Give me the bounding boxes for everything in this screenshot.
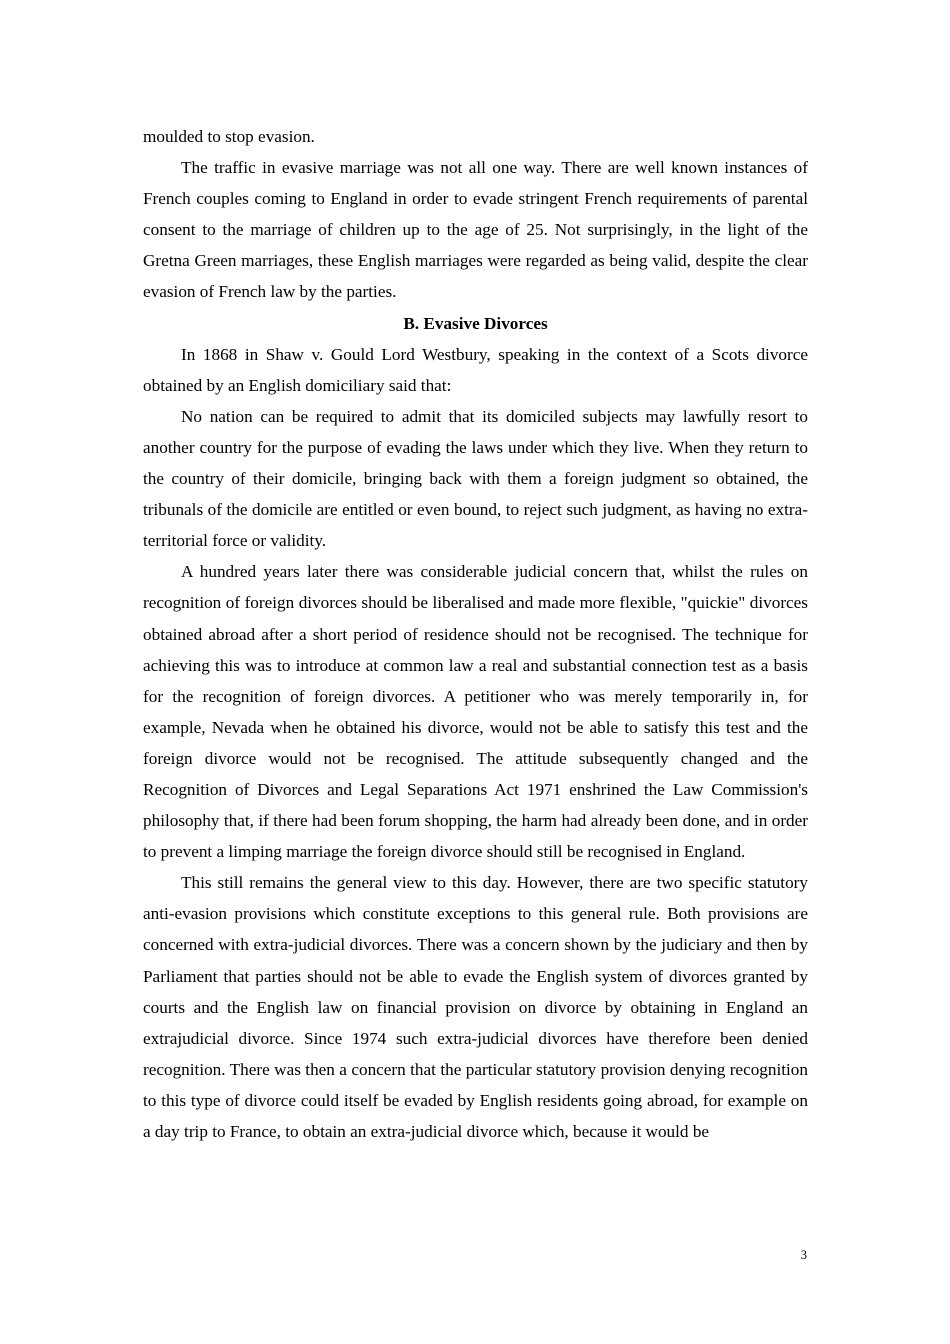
paragraph-hundred-years-later: A hundred years later there was considerable judicial concern that, whilst the rules on recognition of foreign divorces should be liberalised and made more flexible, "quickie" divorces obtained abroad after a short period of residence should not be recognised. The technique for achieving this was to introduce at common law a real and substantial connection test as a basis for the recognition of foreign divorces. A petitioner who was merely temporarily in, for example, Nevada when he obtained his divorce, would not be able to satisfy this test and the foreign divorce would not be recognised. The attitude subsequently changed and the Recognition of Divorces and Legal Separations Act 1971 enshrined the Law Commission's philosophy that, if there had been forum shopping, the harm had already been done, and in order to prevent a limping marriage the foreign divorce should still be recognised in England.	[143, 562, 808, 862]
paragraph-continued-opening: moulded to stop evasion.	[143, 127, 315, 146]
document-body	[143, 121, 808, 1147]
paragraph-shaw-v-gould: In 1868 in Shaw v. Gould Lord Westbury, speaking in the context of a Scots divorce obtained by an English domiciliary said that:	[143, 344, 808, 395]
paragraph-evasive-marriage-traffic: The traffic in evasive marriage was not all one way. There are well known instances of French couples coming to England in order to evade stringent French requirements of parental consent to the marriage of children up to the age of 25. Not surprisingly, in the light of the Gretna Green marriages, these English marriages were regarded as being valid, despite the clear evasion of French law by the parties.	[143, 158, 808, 302]
page-number: 3	[800, 1248, 807, 1262]
heading-b-evasive-divorces: B. Evasive Divorces	[403, 313, 548, 333]
paragraph-general-view-today: This still remains the general view to this day. However, there are two specific statutory anti-evasion provisions which constitute exceptions to this general rule. Both provisions are concerned with extra-judicial divorces. There was a concern shown by the judiciary and then by Parliament that parties should not be able to evade the English system of divorces granted by courts and the English law on financial provision on divorce by obtaining in England an extrajudicial divorce. Since 1974 such extra-judicial divorces have therefore been denied recognition. There was then a concern that the particular statutory provision denying recognition to this type of divorce could itself be evaded by English residents going abroad, for example on a day trip to France, to obtain an extra-judicial divorce which, because it would be	[143, 873, 808, 1141]
paragraph-quotation-no-nation: No nation can be required to admit that its domiciled subjects may lawfully resort to another country for the purpose of evading the laws under which they live. When they return to the country of their domicile, bringing back with them a foreign judgment so obtained, the tribunals of the domicile are entitled or even bound, to reject such judgment, as having no extra-territorial force or validity.	[143, 406, 808, 551]
